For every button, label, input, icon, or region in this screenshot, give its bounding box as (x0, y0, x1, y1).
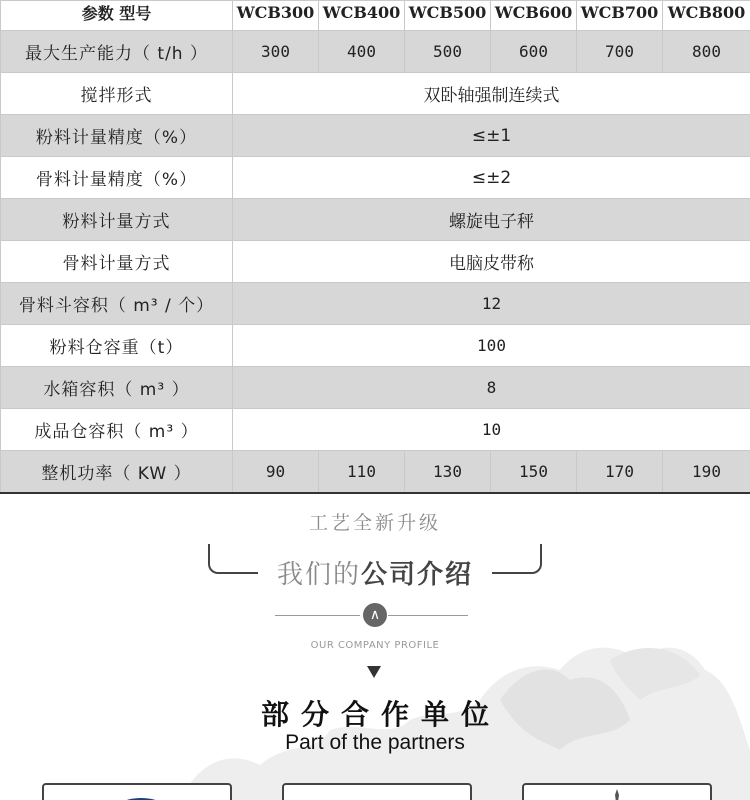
table-row (1, 157, 750, 199)
cell-value: 150 (491, 451, 577, 493)
partner-logo-icon (610, 789, 624, 800)
row-label: 骨料计量精度（%） (1, 157, 233, 199)
model-header: WCB700 (577, 1, 663, 31)
divider-left (275, 615, 360, 616)
row-label: 粉料计量精度（%） (1, 115, 233, 157)
cell-value: 300 (233, 31, 319, 73)
partner-card (282, 783, 472, 800)
table-row (1, 283, 750, 325)
model-header: WCB400 (319, 1, 405, 31)
table-row (1, 367, 750, 409)
cell-value: ≤±2 (233, 157, 750, 199)
model-header: WCB600 (491, 1, 577, 31)
table-row (1, 241, 750, 283)
partner-card (42, 783, 232, 800)
cell-value: 电脑皮带称 (233, 241, 750, 283)
intro-emphasis: 公司介绍 (361, 560, 474, 590)
cell-value: 双卧轴强制连续式 (233, 73, 750, 115)
table-row (1, 451, 750, 493)
row-label: 成品仓容积（ m³ ） (1, 409, 233, 451)
row-label: 整机功率（ KW ） (1, 451, 233, 493)
cell-value: 12 (233, 283, 750, 325)
cell-value: 110 (319, 451, 405, 493)
cell-value: 90 (233, 451, 319, 493)
model-header: WCB800 (663, 1, 750, 31)
table-row (1, 409, 750, 451)
header-label: 参数 型号 (1, 1, 233, 31)
table-header-row (1, 1, 750, 31)
cell-value: 8 (233, 367, 750, 409)
table-row (1, 31, 750, 73)
cell-value: 190 (663, 451, 750, 493)
table-row (1, 73, 750, 115)
cell-value: 100 (233, 325, 750, 367)
row-label: 水箱容积（ m³ ） (1, 367, 233, 409)
divider-right (388, 615, 468, 616)
model-header: WCB500 (405, 1, 491, 31)
company-intro-title (0, 554, 750, 591)
row-label: 最大生产能力（ t/h ） (1, 31, 233, 73)
partner-logo-icon (116, 794, 166, 800)
table-row (1, 325, 750, 367)
partners-title-en: Part of the partners (285, 731, 465, 754)
chevron-up-icon: ∧ (363, 603, 387, 627)
cell-value: 700 (577, 31, 663, 73)
partner-card (522, 783, 712, 800)
cell-value: 螺旋电子秤 (233, 199, 750, 241)
cell-value: 800 (663, 31, 750, 73)
table-row (1, 115, 750, 157)
intro-prefix: 我们的 (276, 560, 361, 590)
cell-value: 10 (233, 409, 750, 451)
partners-title-cn: 部分合作单位 (260, 698, 501, 731)
cell-value: 500 (405, 31, 491, 73)
row-label: 粉料仓容重（t） (1, 325, 233, 367)
company-profile-english: OUR COMPANY PROFILE (310, 640, 440, 651)
upgrade-subtitle: 工艺全新升级 (308, 512, 441, 534)
cell-value: 600 (491, 31, 577, 73)
row-label: 骨料计量方式 (1, 241, 233, 283)
cell-value: ≤±1 (233, 115, 750, 157)
triangle-down-icon (367, 666, 381, 678)
cell-value: 400 (319, 31, 405, 73)
row-label: 粉料计量方式 (1, 199, 233, 241)
cell-value: 170 (577, 451, 663, 493)
company-profile-section (0, 490, 750, 800)
row-label: 搅拌形式 (1, 73, 233, 115)
table-row (1, 199, 750, 241)
row-label: 骨料斗容积（ m³ / 个） (1, 283, 233, 325)
model-header: WCB300 (233, 1, 319, 31)
cell-value: 130 (405, 451, 491, 493)
